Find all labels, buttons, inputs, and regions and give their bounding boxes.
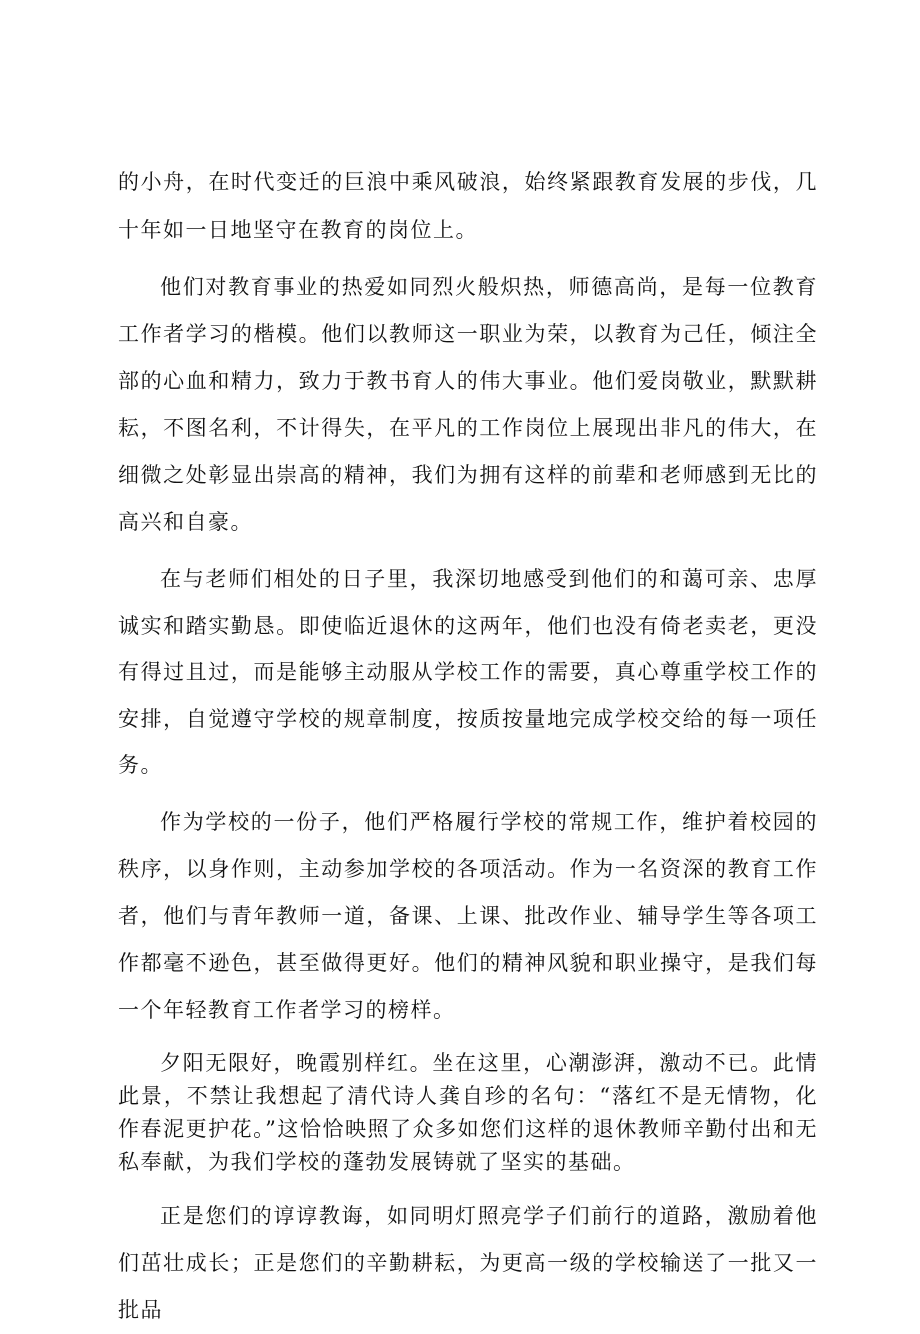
paragraph-6: 正是您们的谆谆教诲，如同明灯照亮学子们前行的道路，激励着他们茁壮成长；正是您们的辛勤耕耘，为更高一级的学校输送了一批又一批品 bbox=[118, 1203, 818, 1322]
paragraph-4: 作为学校的一份子，他们严格履行学校的常规工作，维护着校园的秩序，以身作则，主动参加学校的各项活动。作为一名资深的教育工作者，他们与青年教师一道，备课、上课、批改作业、辅导学生等各项工作都毫不逊色，甚至做得更好。他们的精神风貌和职业操守，是我们每一个年轻教育工作者学习的榜样。 bbox=[118, 809, 818, 1022]
paragraph-3: 在与老师们相处的日子里，我深切地感受到他们的和蔼可亲、忠厚诚实和踏实勤恳。即使临近退休的这两年，他们也没有倚老卖老，更没有得过且过，而是能够主动服从学校工作的需要，真心尊重学校工作的安排，自觉遵守学校的规章制度，按质按量地完成学校交给的每一项任务。 bbox=[118, 567, 818, 777]
document-body bbox=[118, 158, 818, 1334]
paragraph-1: 的小舟，在时代变迁的巨浪中乘风破浪，始终紧跟教育发展的步伐，几十年如一日地坚守在教育的岗位上。 bbox=[118, 170, 818, 242]
paragraph-2: 他们对教育事业的热爱如同烈火般炽热，师德高尚，是每一位教育工作者学习的楷模。他们以教师这一职业为荣，以教育为己任，倾注全部的心血和精力，致力于教书育人的伟大事业。他们爱岗敬业，默默耕耘，不图名利，不计得失，在平凡的工作岗位上展现出非凡的伟大，在细微之处彰显出崇高的精神，我们为拥有这样的前辈和老师感到无比的高兴和自豪。 bbox=[118, 275, 818, 534]
paragraph-5: 夕阳无限好，晚霞别样红。坐在这里，心潮澎湃，激动不已。此情此景，不禁让我想起了清代诗人龚自珍的名句：“落红不是无情物，化作春泥更护花。”这恰恰映照了众多如您们这样的退休教师辛勤付出和无私奉献，为我们学校的蓬勃发展铸就了坚实的基础。 bbox=[118, 1050, 818, 1174]
